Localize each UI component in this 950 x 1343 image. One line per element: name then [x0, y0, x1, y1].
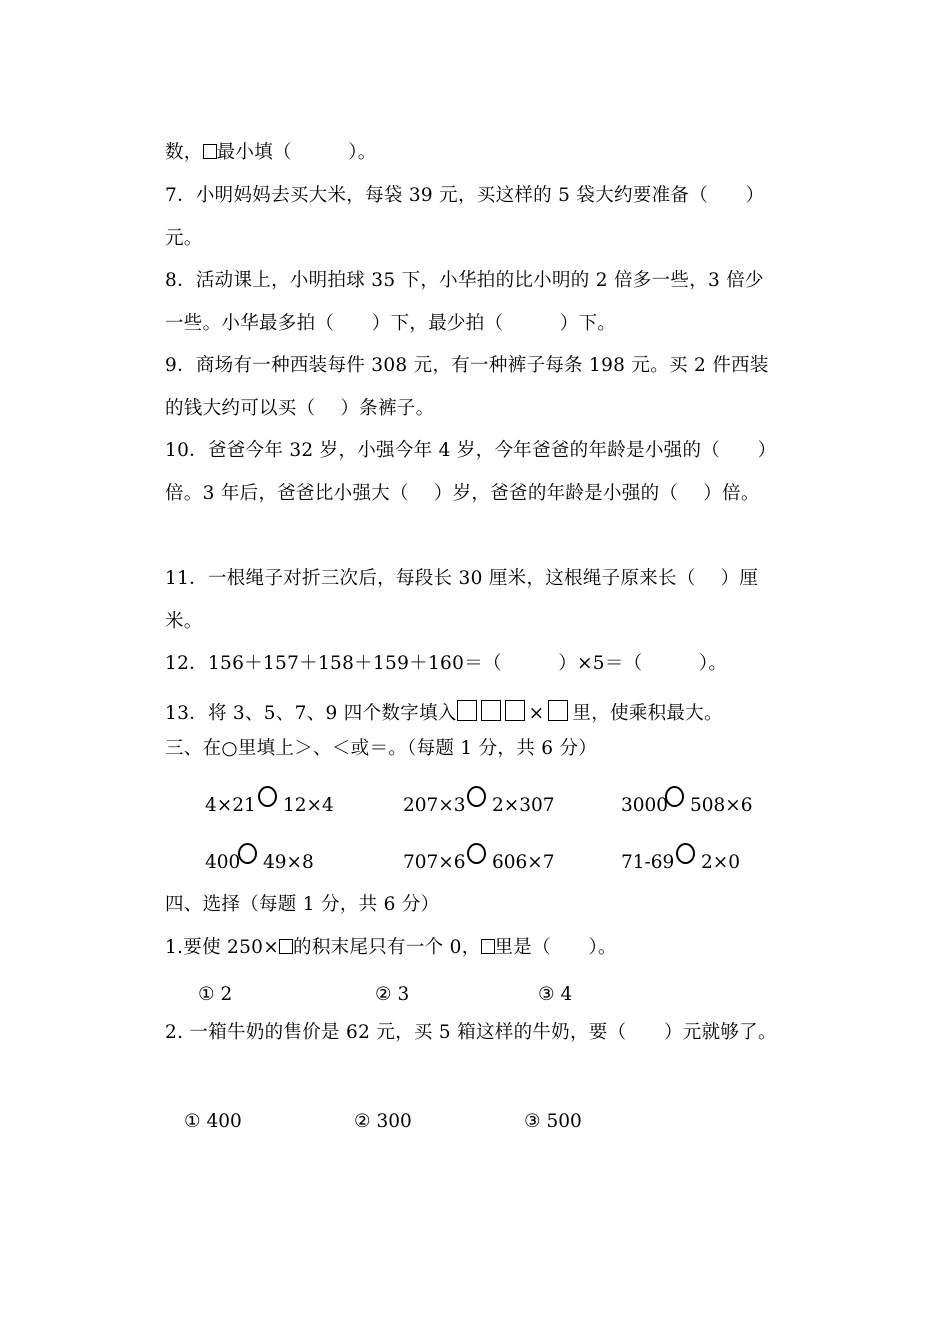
q9-line2: 的钱大约可以买（ ）条裤子。 — [165, 398, 435, 419]
q10-line1: 10．爸爸今年 32 岁，小强今年 4 岁，今年爸爸的年龄是小强的（ ） — [165, 440, 777, 461]
q6-tail: 数， 最小填（ ）。 — [165, 142, 377, 163]
compare-left: 207×3 — [403, 795, 466, 816]
compare-circle — [665, 786, 684, 807]
compare-left: 400 — [205, 852, 241, 873]
q11-line1: 11．一根绳子对折三次后，每段长 30 厘米，这根绳子原来长（ ）厘 — [165, 568, 759, 589]
compare-right: 49×8 — [263, 852, 314, 873]
q7-line2: 元。 — [165, 228, 203, 249]
compare-circle — [258, 786, 277, 807]
compare-right: 508×6 — [690, 795, 753, 816]
compare-circle — [676, 843, 695, 864]
q13: 13．将 3、5、7、9 四个数字填入 × 里，使乘积最大。 — [165, 700, 723, 726]
q7-line1: 7．小明妈妈去买大米，每袋 39 元，买这样的 5 袋大约要准备（ ） — [165, 185, 765, 206]
option: ① 2 — [198, 984, 233, 1005]
compare-left: 3000 — [621, 795, 669, 816]
compare-left: 71-69 — [621, 852, 675, 873]
blank-square — [279, 939, 293, 954]
section4-heading: 四、选择（每题 1 分，共 6 分） — [165, 894, 440, 915]
compare-circle — [467, 843, 486, 864]
compare-right: 2×307 — [492, 795, 555, 816]
blank-square — [203, 144, 217, 159]
compare-right: 606×7 — [492, 852, 555, 873]
compare-circle — [238, 843, 257, 864]
option: ③ 4 — [538, 984, 573, 1005]
q9-line1: 9．商场有一种西装每件 308 元，有一种裤子每条 198 元。买 2 件西装 — [165, 355, 769, 376]
s4-q2: 2. 一箱牛奶的售价是 62 元，买 5 箱这样的牛奶，要（ ）元就够了。 — [165, 1022, 777, 1043]
option: ① 400 — [184, 1111, 242, 1132]
compare-right: 2×0 — [701, 852, 741, 873]
compare-left: 707×6 — [403, 852, 466, 873]
blank-square — [481, 939, 495, 954]
s4-q1: 1.要使 250× 的积末尾只有一个 0， 里是（ ）。 — [165, 937, 617, 958]
q8-line2: 一些。小华最多拍（ ）下，最少拍（ ）下。 — [165, 313, 617, 334]
compare-left: 4×21 — [205, 795, 256, 816]
option: ③ 500 — [524, 1111, 582, 1132]
digit-box — [548, 700, 568, 721]
digit-box — [481, 700, 501, 721]
q12: 12．156＋157＋158＋159＋160＝（ ）×5＝（ ）。 — [165, 653, 728, 674]
compare-right: 12×4 — [283, 795, 334, 816]
q8-line1: 8．活动课上，小明拍球 35 下，小华拍的比小明的 2 倍多一些，3 倍少 — [165, 270, 764, 291]
option: ② 300 — [354, 1111, 412, 1132]
option: ② 3 — [375, 984, 410, 1005]
digit-box — [457, 700, 477, 721]
digit-box — [505, 700, 525, 721]
compare-circle — [467, 786, 486, 807]
section3-heading: 三、在○里填上＞、＜或＝。（每题 1 分，共 6 分） — [165, 738, 598, 759]
q11-line2: 米。 — [165, 611, 203, 632]
q10-line2: 倍。3 年后，爸爸比小强大（ ）岁，爸爸的年龄是小强的（ ）倍。 — [165, 483, 760, 504]
